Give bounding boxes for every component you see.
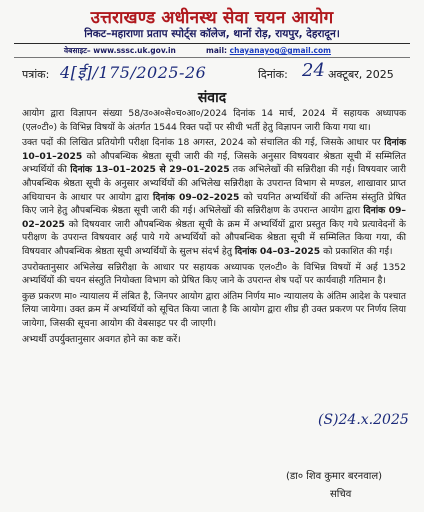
- signatory-name: (डा० शिव कुमार बरनवाल): [286, 471, 383, 482]
- paragraph-court-cases: कुछ प्रकरण मा० न्यायालय में लंबित है, जिनपर आयोग द्वारा अंतिम निर्णय मा० न्यायालय के अंतिम आदेश के पश्चात लिया जायेगा। उक्त क्रम में अभ्यर्थियों को सूचित किया जाता है कि आयोग द्वारा शीघ्र ही उक्त प्रकरण पर निर्णय लिया जायेगा, जिसकी सूचना आयोग की वेबसाइट पर दी जाएगी।: [22, 290, 406, 329]
- email-label: mail:: [206, 46, 228, 55]
- header-divider: [14, 43, 410, 44]
- email-link[interactable]: chayanayog@gmail.com: [229, 46, 331, 55]
- contact-divider: [14, 57, 410, 58]
- notice-body: [22, 107, 406, 346]
- date-month-year: अक्टूबर, 2025: [328, 68, 394, 81]
- email-text: [206, 46, 331, 55]
- reference-label: पत्रांक:: [22, 68, 50, 81]
- paragraph-closing: अभ्यर्थी उपर्युक्तानुसार अवगत होने का कष्ट करें।: [22, 333, 181, 345]
- notice-subject: संवाद: [197, 90, 227, 106]
- date-label: दिनांक:: [258, 68, 288, 81]
- commission-address: निकट–महाराणा प्रताप स्पोर्ट्स कॉलेज, थानों रोड़, रायपुर, देहरादून।: [84, 28, 340, 40]
- paragraph-recommendation: उपरोक्तानुसार अभिलेख सन्निरीक्षा के आधार पर सहायक अध्यापक एल०टी० के विभिन्न विषयों में अर्ह 1352 अभ्यर्थियों की चयन संस्तुति नियोक्ता विभाग को प्रेषित किए जाने के उपरान्त शेष पदों पर कार्यवाही गतिमान है।: [22, 261, 406, 287]
- date-day: 24: [302, 60, 325, 81]
- website-text: वेबसाइट– www.sssc.uk.gov.in: [64, 46, 176, 55]
- commission-title: उत्तराखण्ड अधीनस्थ सेवा चयन आयोग: [90, 8, 334, 28]
- handwritten-signature: (S)24.x.2025: [318, 412, 409, 428]
- paragraph-advertisement: आयोग द्वारा विज्ञापन संख्या 58/उ०अ०से०च०आ०/2024 दिनांक 14 मार्च, 2024 में सहायक अध्यापक (एल०टी०) के विभिन्न विषयों के अंतर्गत 1544 रिक्त पदों पर सीधी भर्ती हेतु विज्ञापन जारी किया गया था।: [22, 108, 406, 133]
- signatory-designation: सचिव: [330, 489, 352, 500]
- paragraph-exam-history: उक्त पदों की लिखित प्रतियोगी परीक्षा दिनांक 18 अगस्त, 2024 को संचालित की गई, जिसके आधार पर दिनांक 10–01–2025 को औपबन्धिक श्रेष्ठता सूची जारी की गई, जिसके अनुसार विषयवार श्रेष्ठता सूची में सम्मिलित अभ्यर्थियों की दिनांक 13–01–2025 से 29–01–2025 तक अभिलेखों की सन्निरीक्षा की गई। विषयवार जारी औपबन्धिक श्रेष्ठता सूची के अनुसार अभ्यर्थियों की अभिलेख सन्निरीक्षा के उपरान्त विभाग से मण्डल, शाखावार प्राप्त अधियाचन के आधार पर आयोग द्वारा दिनांक 09–02–2025 को चयनित अभ्यर्थियों की अन्तिम संस्तुति प्रेषित किए जाने हेतु औपबन्धिक श्रेष्ठता सूची जारी की गई। अभिलेखों की सन्निरीक्षण के उपरान्त आयोग द्वारा दिनांक 09–02–2025 को दिषयवार जारी औपबन्धिक श्रेष्ठता सूची के क्रम में अभ्यर्थियों द्वारा प्रस्तुत किए गये प्रत्यावेदनों के परीक्षण के उपरान्त विषयवार अर्ह पाये गये अभ्यर्थियों को औपबन्धिक श्रेष्ठता सूची में सम्मिलित किया गया, की विषयवार औपबन्धिक श्रेष्ठता सूची अभ्यर्थियों के सुलभ संदर्भ हेतु दिनांक 04–03–2025 को प्रकाशित की गई।: [22, 137, 407, 257]
- reference-number: 4[ई]/175/2025-26: [60, 63, 207, 82]
